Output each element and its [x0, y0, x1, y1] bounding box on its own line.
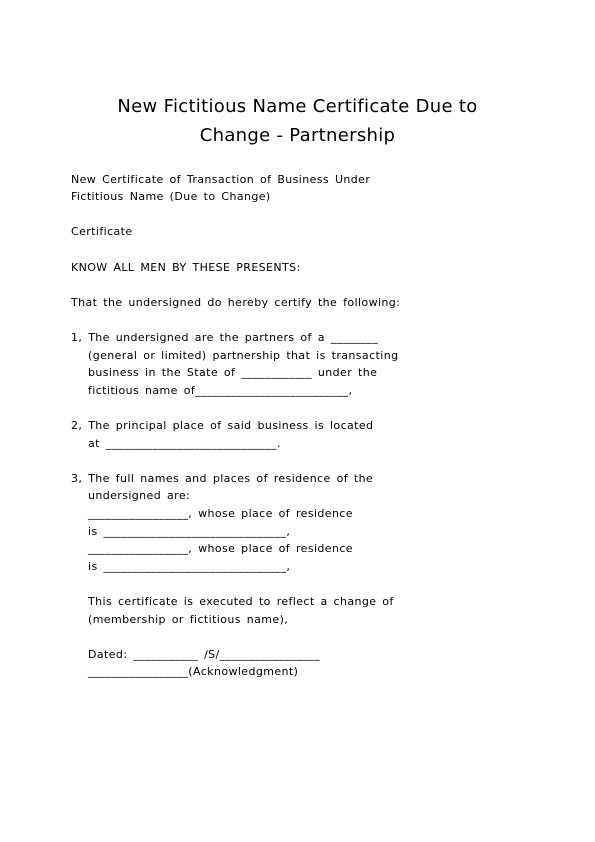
item-2-line-1: 2, The principal place of said business is located — [71, 419, 374, 432]
certify-statement: That the undersigned do hereby certify the following: — [71, 296, 401, 309]
intro-line-1: New Certificate of Transaction of Business Under — [71, 173, 371, 186]
item-3-line-1: 3, The full names and places of residence of the — [71, 472, 374, 485]
item-3-line-5: _________________, whose place of residence — [88, 542, 353, 555]
item-1-line-2: (general or limited) partnership that is transacting — [88, 349, 399, 362]
item-1-line-1: 1, The undersigned are the partners of a ________ — [71, 331, 378, 344]
know-all-heading: KNOW ALL MEN BY THESE PRESENTS: — [71, 261, 301, 274]
item-3-line-3: _________________, whose place of residence — [88, 507, 353, 520]
acknowledgment-line: _________________(Acknowledgment) — [88, 665, 299, 678]
document-title-line-2: Change - Partnership — [199, 125, 396, 146]
intro-line-2: Fictitious Name (Due to Change) — [71, 190, 271, 203]
item-3-line-2: undersigned are: — [88, 489, 191, 502]
item-2-line-2: at _____________________________. — [88, 437, 281, 450]
executed-line-1: This certificate is executed to reflect a change of — [88, 595, 394, 608]
dated-line: Dated: ___________ /S/_________________ — [88, 648, 320, 661]
item-3-line-4: is _______________________________, — [88, 525, 291, 538]
item-1-line-4: fictitious name of__________________________, — [88, 384, 353, 397]
item-3-line-6: is _______________________________, — [88, 560, 291, 573]
executed-line-2: (membership or fictitious name), — [88, 613, 289, 626]
document-title-line-1: New Fictitious Name Certificate Due to — [117, 96, 478, 117]
certificate-label: Certificate — [71, 225, 133, 238]
item-1-line-3: business in the State of ____________ under the — [88, 366, 378, 379]
